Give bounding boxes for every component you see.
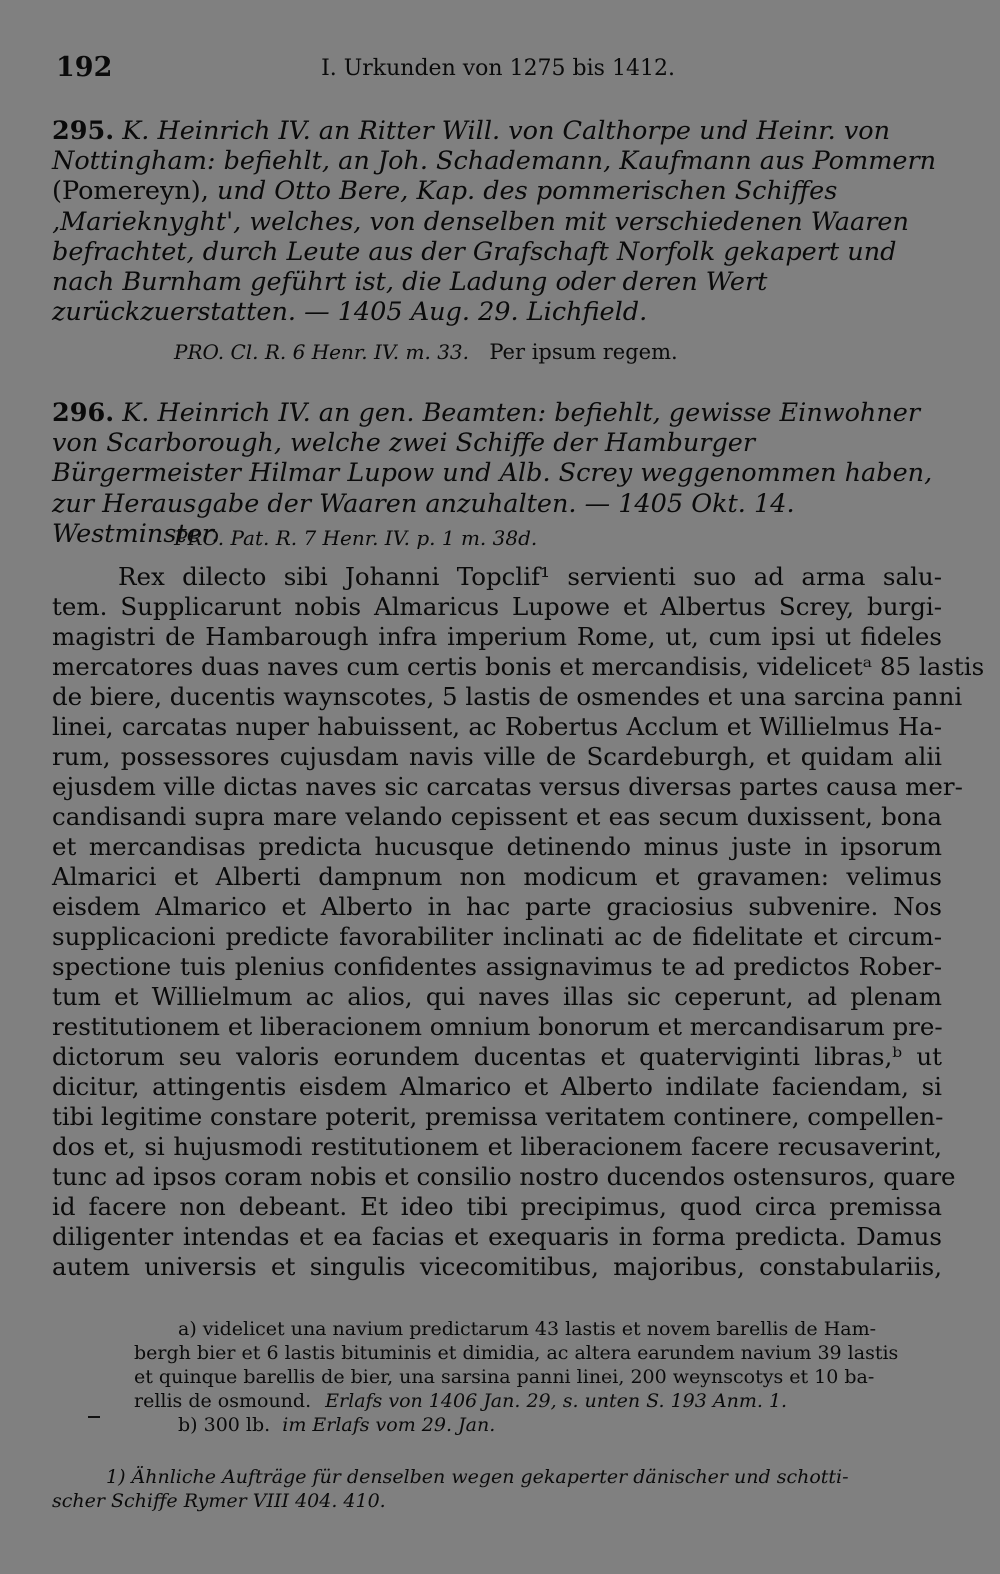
body-line: Almarici et Alberti dampnum non modicum et gravamen: velimus <box>52 862 942 891</box>
body-line: de biere, ducentis waynscotes, 5 lastis de osmendes et una sarcina panni <box>52 682 963 711</box>
footnote-b <box>178 1414 495 1436</box>
page-header <box>56 52 940 92</box>
body-line: dictorum seu valoris eorundem ducentas et quaterviginti libras,ᵇ ut <box>52 1042 942 1071</box>
footnote-line-last <box>134 1390 787 1412</box>
source-reference: PRO. Cl. R. 6 Henr. IV. m. 33. <box>174 340 470 364</box>
entry-295-summary <box>52 116 940 327</box>
body-line: autem universis et singulis vicecomitibus, majoribus, constabulariis, <box>52 1252 942 1281</box>
source-note: Per ipsum regem. <box>489 340 678 364</box>
page-number: 192 <box>56 52 113 83</box>
source-reference: PRO. Pat. R. 7 Henr. IV. p. 1 m. 38d. <box>174 526 538 550</box>
body-line: diligenter intendas et ea facias et exequaris in forma predicta. Damus <box>52 1222 942 1251</box>
margin-dash <box>88 1416 100 1418</box>
footnote-line: scher Schiffe Rymer VIII 404. 410. <box>52 1490 386 1512</box>
footnote-text: rellis de osmound. <box>134 1390 312 1412</box>
footnote-line: bergh bier et 6 lastis bituminis et dimidia, ac altera earundem navium 39 lastis <box>134 1342 899 1364</box>
footnote-line: a) videlicet una navium predictarum 43 lastis et novem barellis de Ham- <box>178 1318 877 1340</box>
body-line: magistri de Hambarough infra imperium Rome, ut, cum ipsi ut fideles <box>52 622 942 651</box>
footnote-line: et quinque barellis de bier, una sarsina panni linei, 200 weynscotys et 10 ba- <box>134 1366 875 1388</box>
body-line: supplicacioni predicte favorabiliter inclinati ac de fidelitate et circum- <box>52 922 942 951</box>
body-line: tunc ad ipsos coram nobis et consilio nostro ducendos ostensuros, quare <box>52 1162 956 1191</box>
entry-number: 296. <box>52 398 115 428</box>
entry-295-source <box>174 340 678 364</box>
body-line: candisandi supra mare velando cepissent et eas secum duxissent, bona <box>52 802 942 831</box>
body-line: restitutionem et liberacionem omnium bonorum et mercandisarum pre- <box>52 1012 943 1041</box>
body-line: mercatores duas naves cum certis bonis et mercandisis, videlicetᵃ 85 lastis <box>52 652 985 681</box>
body-line: eisdem Almarico et Alberto in hac parte graciosius subvenire. Nos <box>52 892 942 921</box>
entry-text: K. Heinrich IV. an gen. Beamten: befiehlt, gewisse Einwohner von Scarborough, welche zwei Schiffe der Hamburger Bürgermeister Hilmar Lupow und Alb. Screy weggenommen haben, zur Herausgabe der Waaren anzuhalten. — 1405 Okt. 14. Westminster. <box>52 398 933 549</box>
body-line: Rex dilecto sibi Johanni Topclif¹ servienti suo ad arma salu- <box>118 562 942 591</box>
body-line: id facere non debeant. Et ideo tibi precipimus, quod circa premissa <box>52 1192 942 1221</box>
body-line: tem. Supplicarunt nobis Almaricus Lupowe et Albertus Screy, burgi- <box>52 592 942 621</box>
entry-number: 295. <box>52 116 115 146</box>
body-line: linei, carcatas nuper habuissent, ac Robertus Acclum et Willielmus Ha- <box>52 712 942 741</box>
body-line: tibi legitime constare poterit, premissa veritatem continere, compellen- <box>52 1102 944 1131</box>
body-line: dos et, si hujusmodi restitutionem et liberacionem facere recusaverint, <box>52 1132 942 1161</box>
entry-text: K. Heinrich IV. an Ritter Will. von Calthorpe und Heinr. von Nottingham: befiehlt, an Joh. Schademann, Kaufmann aus Pommern <box>52 116 937 177</box>
running-head: I. Urkunden von 1275 bis 1412. <box>321 56 675 81</box>
body-line: spectione tuis plenius confidentes assignavimus te ad predictos Rober- <box>52 952 942 981</box>
footnote-b-label: b) 300 lb. <box>178 1414 271 1436</box>
footnote-line: 1) Ähnliche Aufträge für denselben wegen gekaperter dänischer und schotti- <box>106 1466 849 1488</box>
entry-296-source <box>174 526 537 550</box>
body-line: rum, possessores cujusdam navis ville de Scardeburgh, et quidam alii <box>52 742 942 771</box>
footnote-b-reference: im Erlafs vom 29. Jan. <box>282 1414 496 1436</box>
entry-text-roman: (Pomereyn), <box>52 176 209 207</box>
body-line: tum et Willielmum ac alios, qui naves illas sic ceperunt, ad plenam <box>52 982 942 1011</box>
footnote-reference: Erlafs von 1406 Jan. 29, s. unten S. 193 Anm. 1. <box>325 1390 788 1412</box>
body-line: dicitur, attingentis eisdem Almarico et Alberto indilate faciendam, si <box>52 1072 942 1101</box>
body-line: et mercandisas predicta hucusque detinendo minus juste in ipsorum <box>52 832 942 861</box>
body-line: ejusdem ville dictas naves sic carcatas versus diversas partes causa mer- <box>52 772 963 801</box>
entry-text-continued: und Otto Bere, Kap. des pommerischen Schiffes ‚Marieknyght', welches, von denselben mit verschiedenen Waaren befrachtet, durch Leute aus der Grafschaft Norfolk gekapert und nach Burnham geführt ist, die Ladung oder deren Wert zurückzuerstatten. — 1405 Aug. 29. Lichfield. <box>52 176 909 328</box>
